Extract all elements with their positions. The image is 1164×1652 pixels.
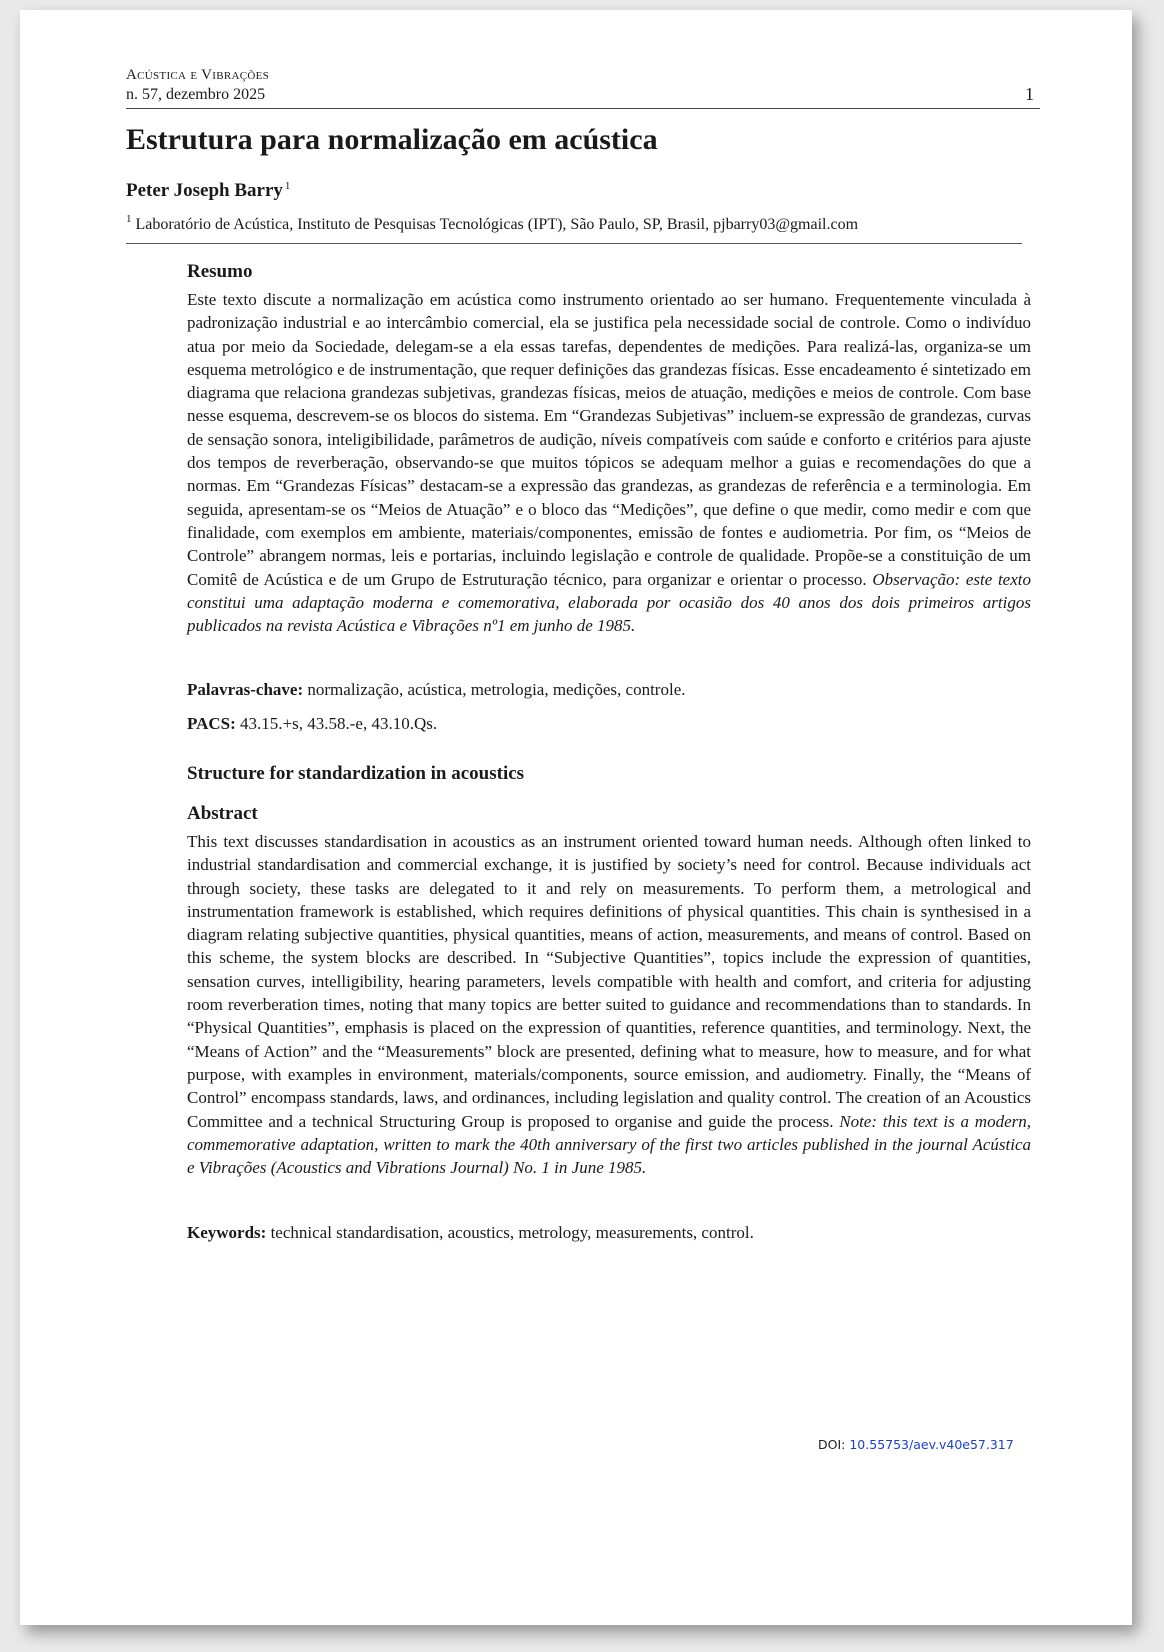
page — [20, 10, 1132, 1625]
keywords-label: Keywords: — [187, 1223, 267, 1242]
pacs-values: 43.15.+s, 43.58.-e, 43.10.Qs. — [240, 714, 438, 733]
resumo-body: Este texto discute a normalização em acústica como instrumento orientado ao ser humano. Frequentemente vinculada à padronização industrial e ao intercâmbio comercial, ela se justifica pela necessidade social de controle. Como o indivíduo atua por meio da Sociedade, delegam-se a ela essas tarefas, dependentes de medições. Para realizá-las, organiza-se um esquema metrológico e de instrumentação, que requer definições das grandezas físicas. Esse encadeamento é sintetizado em diagrama que relaciona grandezas subjetivas, grandezas físicas, meios de atuação, medições e meios de controle. Com base nesse esquema, descrevem-se os blocos do sistema. Em “Grandezas Subjetivas” incluem-se expressão de grandezas, curvas de sensação sonora, inteligibilidade, parâmetros de audição, níveis compatíveis com saúde e conforto e critérios para ajuste dos tempos de reverberação, observando-se que muitos tópicos se adequam melhor a guias e recomendações do que a normas. Em “Grandezas Físicas” destacam-se a expressão das grandezas, as grandezas de referência e a terminologia. Em seguida, apresentam-se os “Meios de Atuação” e o bloco das “Medições”, que define o que medir, como medir e com que finalidade, com exemplos em ambiente, materiais/componentes, emissão de fontes e audiometria. Por fim, os “Meios de Controle” abrangem normas, leis e portarias, incluindo legislação e controle de qualidade. Propõe-se a constituição de um Comitê de Acústica e de um Grupo de Estruturação técnico, para organizar e orientar o processo. — [187, 290, 1031, 589]
abstract-body: This text discusses standardisation in acoustics as an instrument oriented toward human needs. Although often linked to industrial standardisation and commercial exchange, it is justified by society’s need for control. Because individuals act through society, these tasks are delegated to it and rely on measurements. To perform them, a metrological and instrumentation framework is established, which requires definitions of physical quantities. This chain is synthesised in a diagram relating subjective quantities, physical quantities, means of action, measurements, and means of control. Based on this scheme, the system blocks are described. In “Subjective Quantities”, topics include the expression of quantities, sensation curves, intelligibility, hearing parameters, levels compatible with health and comfort, and criteria for adjusting room reverberation times, noting that many topics are better suited to guidance and recommendations than to standards. In “Physical Quantities”, emphasis is placed on the expression of quantities, reference quantities, and terminology. Next, the “Means of Action” and the “Measurements” block are presented, defining what to measure, how to measure, and for what purpose, with examples in environment, materials/components, source emission, and audiometry. Finally, the “Means of Control” encompass standards, laws, and ordinances, including legislation and quality control. The creation of an Acoustics Committee and a technical Structuring Group is proposed to organise and guide the process. — [187, 832, 1031, 1131]
header-divider — [126, 108, 1040, 109]
doi-label: DOI: — [818, 1437, 846, 1452]
page-number: 1 — [1025, 84, 1034, 104]
resumo-text — [187, 288, 1031, 637]
keywords-values: technical standardisation, acoustics, metrology, measurements, control. — [270, 1223, 754, 1242]
author-affiliation-mark: 1 — [284, 180, 291, 192]
resumo-section — [187, 260, 1031, 637]
author — [126, 180, 290, 202]
abstract-heading: Abstract — [187, 803, 258, 824]
keywords — [187, 1222, 1031, 1244]
author-name: Peter Joseph Barry — [126, 180, 283, 201]
issue-info: n. 57, dezembro 2025 — [126, 86, 266, 103]
affiliation — [126, 213, 858, 234]
journal-name: Acústica e Vibrações — [126, 67, 270, 83]
abstract-section — [187, 802, 1031, 1179]
pacs-label: PACS: — [187, 714, 236, 733]
palavras-chave-values: normalização, acústica, metrologia, medições, controle. — [307, 680, 686, 699]
resumo-heading: Resumo — [187, 261, 253, 282]
palavras-chave-label: Palavras-chave: — [187, 680, 304, 699]
affiliation-text: Laboratório de Acústica, Instituto de Pesquisas Tecnológicas (IPT), São Paulo, SP, Brasil, pjbarry03@gmail.com — [135, 216, 859, 233]
doi — [818, 1437, 1014, 1452]
resumo-note: Observação: este texto constitui uma adaptação moderna e comemorativa, elaborada por ocasião dos 40 anos dos dois primeiros artigos publicados na revista Acústica e Vibrações nº1 em junho de 1985. — [187, 569, 1031, 636]
doi-link[interactable]: 10.55753/aev.v40e57.317 — [849, 1437, 1014, 1452]
english-title: Structure for standardization in acoustics — [187, 763, 525, 784]
paper-title: Estrutura para normalização em acústica — [126, 123, 658, 156]
palavras-chave — [187, 679, 1031, 701]
abstract-note: Note: this text is a modern, commemorative adaptation, written to mark the 40th anniversary of the first two articles published in the journal Acústica e Vibrações (Acoustics and Vibrations Journal) No. 1 in June 1985. — [187, 1111, 1031, 1178]
affiliation-mark: 1 — [126, 213, 132, 225]
affiliation-divider — [126, 243, 1022, 244]
pacs-line — [187, 713, 1031, 735]
running-head — [126, 66, 269, 104]
abstract-text — [187, 830, 1031, 1179]
